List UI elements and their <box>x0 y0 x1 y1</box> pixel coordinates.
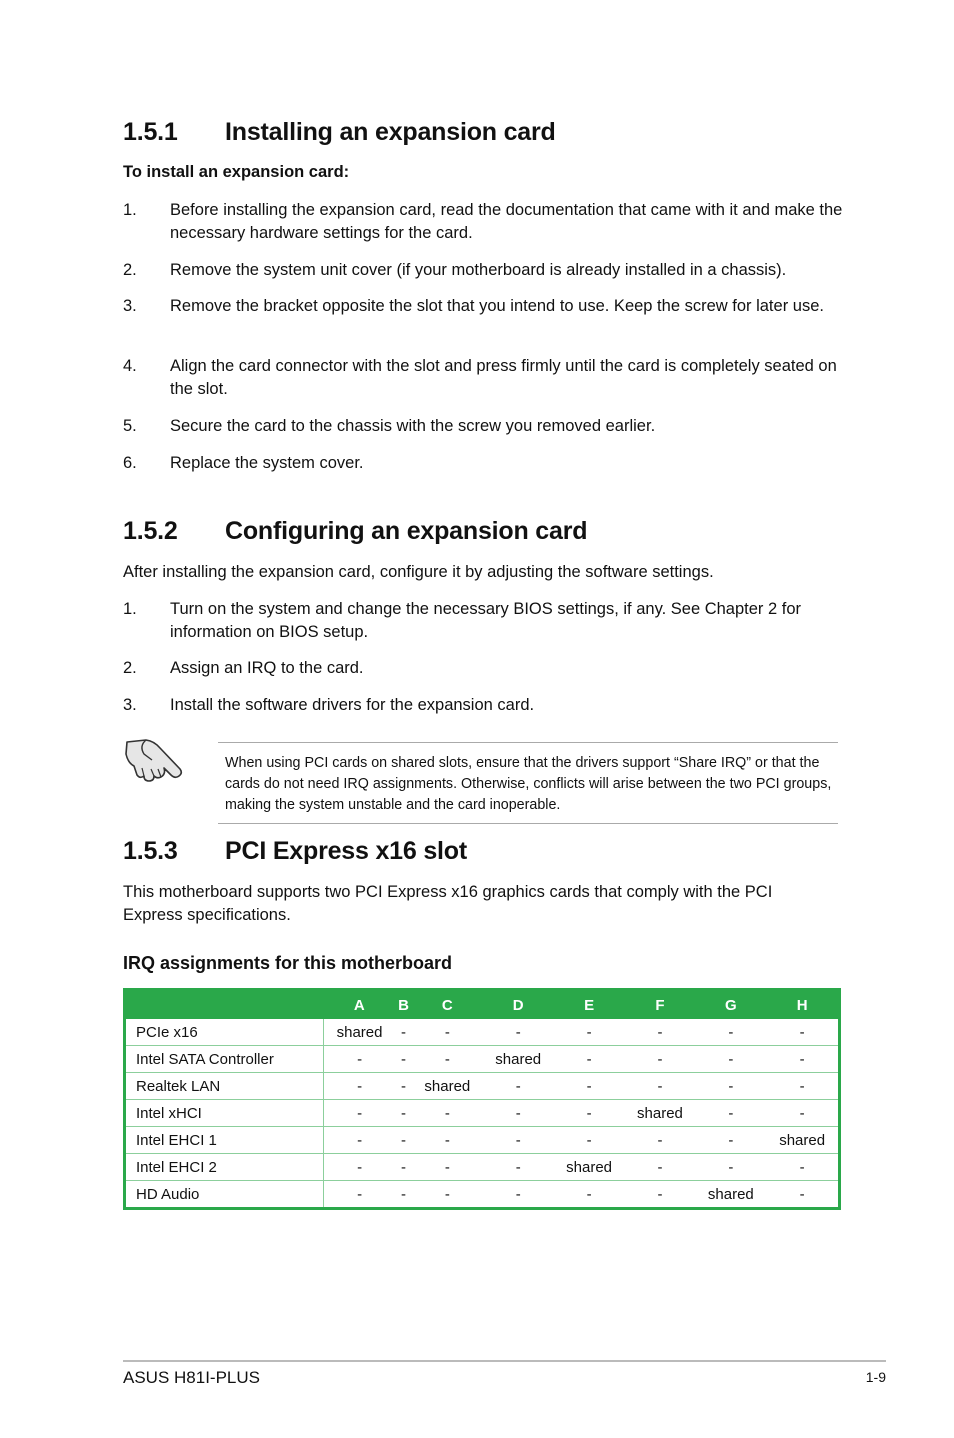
table-cell: - <box>412 1127 483 1154</box>
table-cell: - <box>554 1127 625 1154</box>
table-row <box>125 1127 840 1154</box>
table-cell: Intel SATA Controller <box>125 1046 324 1073</box>
table-cell: - <box>625 1154 696 1181</box>
footer-product: ASUS H81I-PLUS <box>123 1368 260 1387</box>
table-cell: - <box>695 1046 766 1073</box>
table-cell: - <box>766 1154 839 1181</box>
table-cell: - <box>766 1100 839 1127</box>
step-text: Install the software drivers for the expansion card. <box>170 696 535 714</box>
step-text: Turn on the system and change the necessary BIOS settings, if any. See Chapter 2 for information on BIOS setup. <box>170 600 802 641</box>
subheading: To install an expansion card: <box>123 163 350 181</box>
table-cell: - <box>324 1127 396 1154</box>
table-cell: - <box>695 1073 766 1100</box>
table-cell: - <box>554 1046 625 1073</box>
table-cell: - <box>395 1073 412 1100</box>
table-cell: - <box>395 1154 412 1181</box>
table-cell: - <box>395 1100 412 1127</box>
table-row <box>125 1019 840 1046</box>
table-cell: PCIe x16 <box>125 1019 324 1046</box>
section-number: 1.5.3 <box>123 837 178 865</box>
table-cell: - <box>554 1073 625 1100</box>
step-number: 1. <box>123 201 137 219</box>
step-number: 4. <box>123 357 137 375</box>
step-number: 2. <box>123 659 137 677</box>
table-cell: shared <box>483 1046 554 1073</box>
step-number: 3. <box>123 297 137 315</box>
step-number: 1. <box>123 600 137 618</box>
column-header: F <box>625 990 696 1020</box>
table-cell: - <box>554 1100 625 1127</box>
step-text: Remove the system unit cover (if your motherboard is already installed in a chassis). <box>170 261 787 279</box>
step-text: Remove the bracket opposite the slot that you intend to use. Keep the screw for later use. <box>170 297 824 315</box>
table-cell: - <box>695 1154 766 1181</box>
table-cell: shared <box>412 1073 483 1100</box>
table-cell: - <box>412 1100 483 1127</box>
step-text: Replace the system cover. <box>170 454 364 472</box>
table-cell: - <box>799 1023 805 1041</box>
table-cell: - <box>395 1127 412 1154</box>
section-title: PCI Express x16 slot <box>225 837 467 865</box>
section-number: 1.5.1 <box>123 118 178 146</box>
step-number: 2. <box>123 261 137 279</box>
column-header: E <box>554 990 625 1020</box>
section-intro: After installing the expansion card, configure it by adjusting the software settings. <box>123 563 714 581</box>
table-cell: - <box>401 1023 407 1041</box>
section-title: Configuring an expansion card <box>225 517 588 545</box>
footer-page-number: 1-9 <box>865 1369 886 1385</box>
table-title: IRQ assignments for this motherboard <box>123 953 453 973</box>
table-cell: - <box>324 1073 396 1100</box>
table-cell: shared <box>336 1023 383 1041</box>
table-cell: - <box>728 1023 734 1041</box>
table-cell: HD Audio <box>125 1181 324 1209</box>
section-intro: This motherboard supports two PCI Express x16 graphics cards that comply with the PCI Express specifications. <box>123 883 773 924</box>
table-cell: - <box>625 1127 696 1154</box>
column-header: C <box>412 990 483 1020</box>
step-text: Align the card connector with the slot and press firmly until the card is completely seated on the slot. <box>170 357 837 398</box>
table-cell: - <box>324 1181 396 1209</box>
table-cell: - <box>444 1023 450 1041</box>
table-cell: - <box>695 1127 766 1154</box>
table-cell: - <box>324 1100 396 1127</box>
note-text: When using PCI cards on shared slots, ensure that the drivers support “Share IRQ” or that the cards do not need IRQ assignments. Otherwise, conflicts will arise between the two PCI groups, making the system unstable and the card inoperable. <box>225 755 832 813</box>
section-title: Installing an expansion card <box>225 118 556 146</box>
section-heading-1-5-1 <box>123 118 556 147</box>
column-header: B <box>395 990 412 1020</box>
table-row <box>125 1073 840 1100</box>
table-cell: - <box>412 1046 483 1073</box>
column-header: H <box>766 990 839 1020</box>
table-cell: Intel EHCI 1 <box>125 1127 324 1154</box>
table-cell: - <box>395 1181 412 1209</box>
table-cell: Intel xHCI <box>125 1100 324 1127</box>
section-heading-1-5-2 <box>123 517 587 546</box>
column-header: D <box>483 990 554 1020</box>
table-cell: - <box>625 1073 696 1100</box>
table-cell: - <box>483 1073 554 1100</box>
table-cell: - <box>766 1046 839 1073</box>
table-row <box>125 1046 840 1073</box>
table-cell: - <box>412 1181 483 1209</box>
table-row <box>125 1100 840 1127</box>
step-number: 3. <box>123 696 137 714</box>
table-cell: - <box>515 1023 521 1041</box>
table-row <box>125 1181 840 1209</box>
section-heading-1-5-3 <box>123 837 467 866</box>
step-text: Secure the card to the chassis with the screw you removed earlier. <box>170 417 656 435</box>
table-cell: - <box>412 1154 483 1181</box>
table-cell: Realtek LAN <box>125 1073 324 1100</box>
table-cell: - <box>766 1073 839 1100</box>
column-header <box>125 990 324 1020</box>
table-cell: - <box>324 1154 396 1181</box>
table-cell: - <box>483 1100 554 1127</box>
column-header: G <box>695 990 766 1020</box>
irq-table <box>123 988 841 1210</box>
table-cell: - <box>483 1181 554 1209</box>
section-number: 1.5.2 <box>123 517 178 545</box>
pointing-hand-icon <box>124 736 184 784</box>
table-cell: - <box>554 1181 625 1209</box>
table-cell: - <box>625 1046 696 1073</box>
step-number: 5. <box>123 417 137 435</box>
table-cell: shared <box>554 1154 625 1181</box>
table-cell: - <box>483 1127 554 1154</box>
table-cell: - <box>695 1100 766 1127</box>
column-header: A <box>324 990 396 1020</box>
table-cell: - <box>586 1023 592 1041</box>
table-cell: - <box>395 1046 412 1073</box>
table-cell: shared <box>625 1100 696 1127</box>
table-cell: - <box>324 1046 396 1073</box>
step-text: Before installing the expansion card, read the documentation that came with it and make the necessary hardware settings for the card. <box>170 201 843 242</box>
step-number: 6. <box>123 454 137 472</box>
table-cell: - <box>625 1181 696 1209</box>
table-header-row <box>125 990 840 1020</box>
table-cell: - <box>483 1154 554 1181</box>
footer-divider <box>123 1360 886 1362</box>
table-cell: - <box>766 1181 839 1209</box>
table-cell: shared <box>695 1181 766 1209</box>
table-cell: - <box>657 1023 663 1041</box>
table-row <box>125 1154 840 1181</box>
step-text: Assign an IRQ to the card. <box>170 659 364 677</box>
table-cell: Intel EHCI 2 <box>125 1154 324 1181</box>
table-cell: shared <box>766 1127 839 1154</box>
note-box <box>218 742 838 824</box>
